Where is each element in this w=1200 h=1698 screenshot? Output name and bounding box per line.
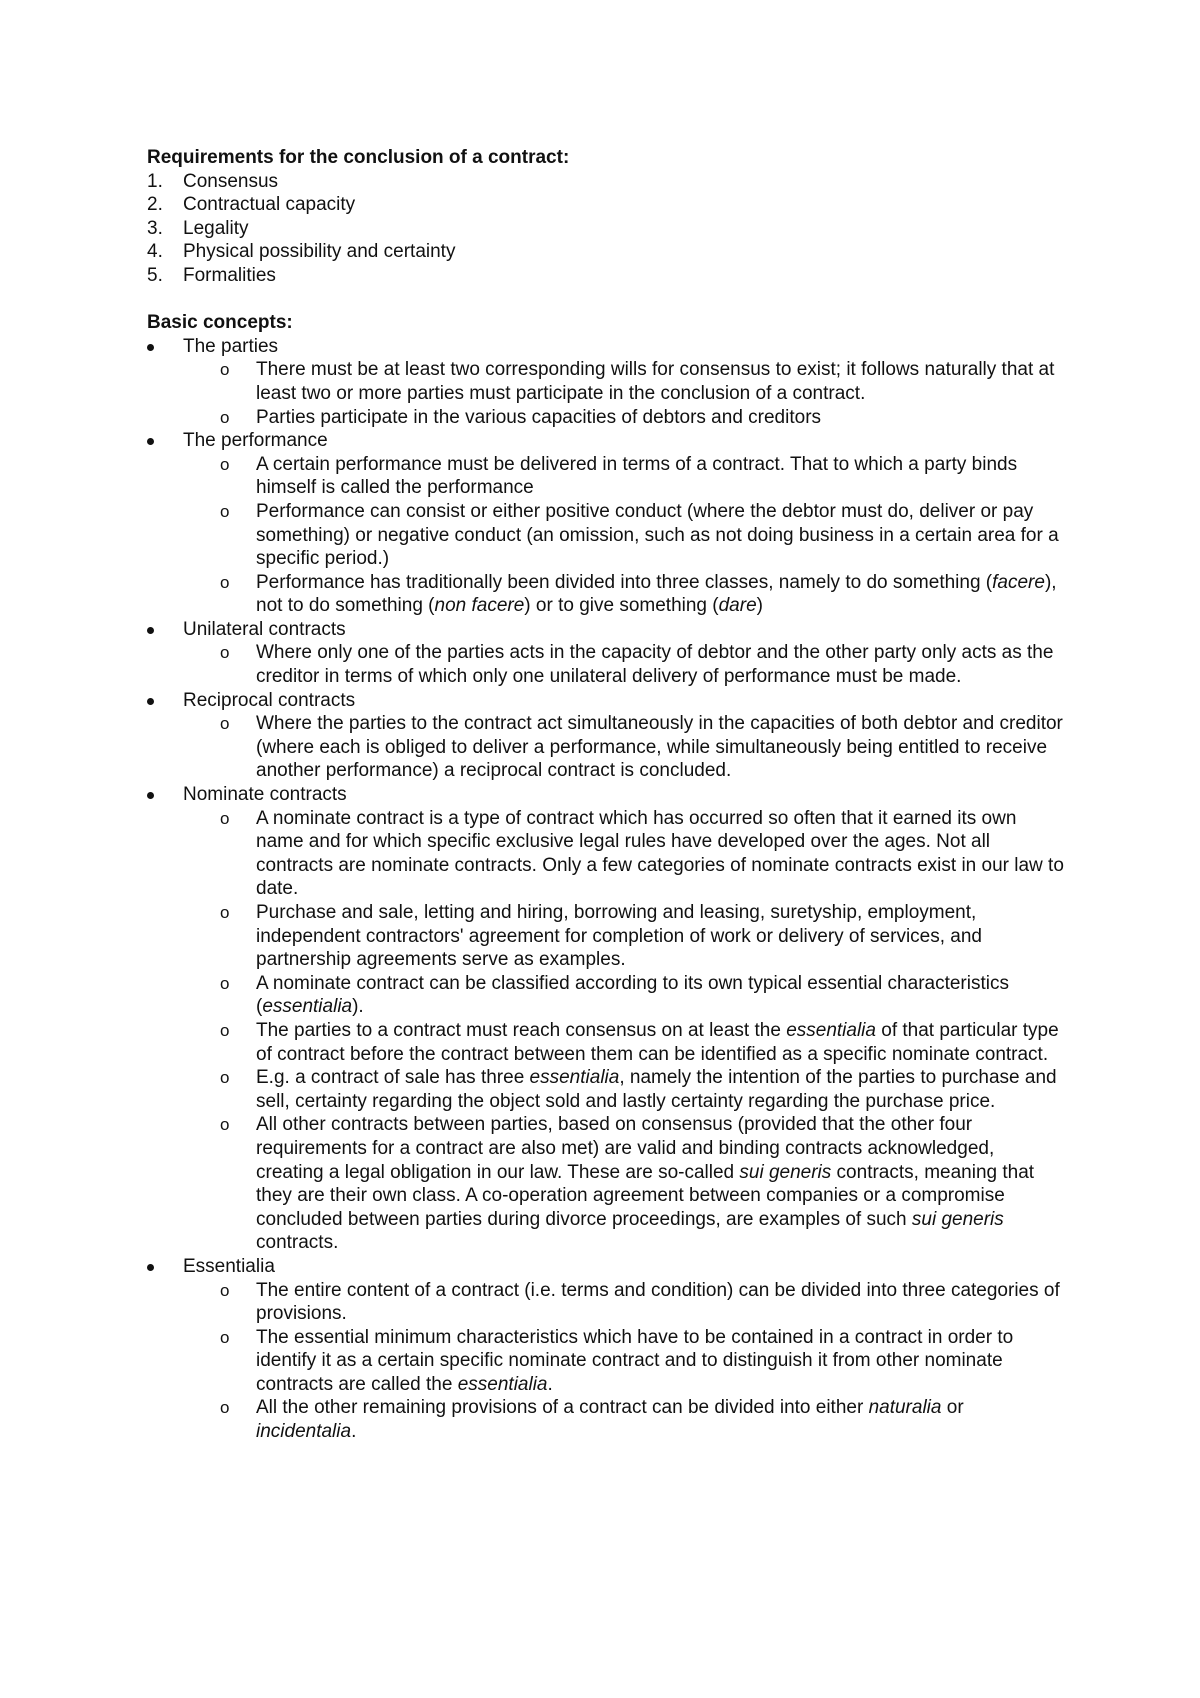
requirement-number: 4. <box>147 241 163 263</box>
requirements-list <box>147 170 1067 288</box>
concept-sublist <box>183 358 1067 429</box>
italic-term: essentialia <box>457 1373 548 1395</box>
circle-bullet-icon: o <box>220 407 230 427</box>
text-run: contracts. <box>256 1232 339 1254</box>
bullet-icon <box>147 438 154 445</box>
bullet-icon <box>147 698 154 705</box>
text-run: ), not to do something ( <box>256 571 1057 617</box>
circle-bullet-icon: o <box>220 360 230 380</box>
text-run: of that particular type of contract before the contract between them can be identified as a specific nominate contract. <box>256 1019 1059 1065</box>
concept-subitem-text <box>256 713 1063 781</box>
text-run: The entire content of a contract (i.e. terms and condition) can be divided into three categories of provisions. <box>256 1279 1060 1325</box>
concept-subitem <box>183 1279 1067 1326</box>
concept-label: Nominate contracts <box>183 784 347 806</box>
bullet-icon <box>147 792 154 799</box>
concept-subitem-text <box>256 454 1017 499</box>
bullet-icon <box>147 627 154 634</box>
requirement-item <box>147 264 1067 288</box>
circle-bullet-icon: o <box>220 643 230 663</box>
concept-subitem-text <box>256 359 1054 404</box>
concept-subitem <box>183 453 1067 500</box>
basic-concepts-list <box>147 335 1067 1444</box>
text-run: , namely the intention of the parties to purchase and sell, certainty regarding the object sold and lastly certainty regarding the purchase price. <box>256 1067 1057 1112</box>
text-run: Parties participate in the various capacities of debtors and creditors <box>256 406 822 428</box>
document-content <box>147 146 1067 1444</box>
text-run: Performance has traditionally been divided into three classes, namely to do something ( <box>256 571 993 593</box>
concept-item <box>147 783 1067 1255</box>
concept-subitem-text <box>256 501 1059 569</box>
concept-subitem-text <box>256 407 821 428</box>
concept-subitem <box>183 901 1067 972</box>
concept-subitem <box>183 641 1067 688</box>
concept-subitem <box>183 972 1067 1019</box>
concept-sublist <box>183 641 1067 688</box>
text-run: contracts, meaning that they are their own class. A co-operation agreement between companies or a compromise concluded between parties during divorce proceedings, are examples of such <box>256 1161 1035 1230</box>
requirement-number: 5. <box>147 264 163 286</box>
text-run: . <box>351 1421 357 1443</box>
concept-subitem-text <box>256 808 1064 900</box>
italic-term: essentialia <box>786 1019 876 1041</box>
requirement-text: Formalities <box>183 264 276 286</box>
concept-subitem-text <box>256 1114 1034 1253</box>
text-run: A nominate contract can be classified according to its own typical essential characteristics ( <box>256 972 1009 1018</box>
circle-bullet-icon: o <box>220 973 230 993</box>
requirement-text: Contractual capacity <box>183 194 356 216</box>
concept-subitem-text <box>256 973 1009 1018</box>
concept-label: Essentialia <box>183 1255 275 1277</box>
text-run: . <box>547 1373 553 1395</box>
italic-term: sui generis <box>911 1208 1004 1230</box>
italic-term: incidentalia <box>256 1421 352 1443</box>
concept-item <box>147 429 1067 618</box>
concept-subitem <box>183 571 1067 618</box>
text-run: A certain performance must be delivered in terms of a contract. That to which a party binds himself is called the performance <box>256 453 1018 499</box>
requirement-item <box>147 193 1067 217</box>
text-run: Performance can consist or either positive conduct (where the debtor must do, deliver or pay something) or negative conduct (an omission, such as not doing business in a certain area for a specific period.) <box>256 500 1059 570</box>
italic-term: facere <box>992 571 1045 593</box>
concept-subitem <box>183 1113 1067 1255</box>
italic-term: essentialia <box>262 996 353 1018</box>
circle-bullet-icon: o <box>220 501 230 521</box>
requirement-item <box>147 217 1067 241</box>
concept-subitem <box>183 1396 1067 1443</box>
circle-bullet-icon: o <box>220 454 230 474</box>
requirement-item <box>147 170 1067 194</box>
concept-sublist <box>183 807 1067 1255</box>
concept-label: The parties <box>183 335 279 357</box>
concept-item <box>147 689 1067 783</box>
circle-bullet-icon: o <box>220 1280 230 1300</box>
concept-subitem <box>183 1019 1067 1066</box>
concept-subitem-text <box>256 642 1053 687</box>
concept-item <box>147 335 1067 429</box>
concept-subitem-text <box>256 1397 964 1442</box>
concept-label: Unilateral contracts <box>183 618 346 640</box>
concept-sublist <box>183 1279 1067 1444</box>
text-run: or <box>941 1397 964 1419</box>
requirements-heading: Requirements for the conclusion of a contract: <box>147 147 570 168</box>
text-run: All the other remaining provisions of a contract can be divided into either <box>256 1397 869 1419</box>
circle-bullet-icon: o <box>220 714 230 734</box>
text-run: The parties to a contract must reach consensus on at least the <box>256 1019 787 1041</box>
circle-bullet-icon: o <box>220 1398 230 1418</box>
text-run: E.g. a contract of sale has three <box>256 1067 530 1089</box>
text-run: ) or to give something ( <box>524 595 719 617</box>
text-run: All other contracts between parties, based on consensus (provided that the other four requirements for a contract are also met) are valid and binding contracts acknowledged, creating a legal obligation in our law. These are so-called <box>256 1114 995 1183</box>
italic-term: sui generis <box>739 1161 832 1183</box>
concept-subitem <box>183 358 1067 405</box>
concept-sublist <box>183 453 1067 618</box>
concept-subitem-text <box>256 1280 1060 1325</box>
circle-bullet-icon: o <box>220 1327 230 1347</box>
circle-bullet-icon: o <box>220 1068 230 1088</box>
circle-bullet-icon: o <box>220 808 230 828</box>
circle-bullet-icon: o <box>220 903 230 922</box>
concept-subitem <box>183 500 1067 571</box>
italic-term: naturalia <box>868 1397 942 1419</box>
bullet-icon <box>147 1264 154 1271</box>
concept-subitem-text <box>256 1327 1013 1395</box>
italic-term: non facere <box>434 595 525 617</box>
text-run: ). <box>352 996 364 1018</box>
text-run: There must be at least two corresponding wills for consensus to exist; it follows naturally that at least two or more parties must participate in the conclusion of a contract. <box>256 359 1055 404</box>
circle-bullet-icon: o <box>220 1115 230 1135</box>
concept-subitem-text <box>256 1067 1057 1112</box>
concept-item <box>147 1255 1067 1444</box>
concept-subitem-text <box>256 1020 1059 1065</box>
requirement-number: 2. <box>147 194 163 216</box>
concept-subitem <box>183 807 1067 901</box>
concept-item <box>147 618 1067 689</box>
circle-bullet-icon: o <box>220 1020 230 1040</box>
italic-term: dare <box>718 595 757 617</box>
text-run: Purchase and sale, letting and hiring, borrowing and leasing, suretyship, employment, independent contractors' agreement for completion of work or delivery of services, and partnership agreements serve as examples. <box>256 902 982 971</box>
circle-bullet-icon: o <box>220 572 230 592</box>
concept-subitem-text <box>256 572 1057 617</box>
text-run: ) <box>756 595 763 617</box>
concept-sublist <box>183 712 1067 783</box>
requirement-text: Legality <box>183 217 249 239</box>
text-run: Where only one of the parties acts in the capacity of debtor and the other party only acts as the creditor in terms of which only one unilateral delivery of performance must be made. <box>256 642 1054 688</box>
requirement-item <box>147 240 1067 264</box>
concept-subitem-text <box>256 902 982 970</box>
concept-subitem <box>183 1326 1067 1397</box>
italic-term: essentialia <box>529 1067 620 1089</box>
text-run: A nominate contract is a type of contract which has occurred so often that it earned its own name and for which specific exclusive legal rules have developed over the ages. Not all contracts are nominate contracts. Only a few categories of nominate contracts exist in our law to date. <box>256 807 1064 900</box>
requirement-text: Consensus <box>183 170 279 192</box>
concept-label: The performance <box>183 430 328 452</box>
bullet-icon <box>147 344 154 351</box>
requirement-number: 1. <box>147 170 163 192</box>
concept-label: Reciprocal contracts <box>183 689 356 711</box>
section-gap <box>147 288 1067 312</box>
requirement-number: 3. <box>147 217 163 239</box>
basic-concepts-heading: Basic concepts: <box>147 312 293 334</box>
concept-subitem <box>183 406 1067 430</box>
requirement-text: Physical possibility and certainty <box>183 241 456 263</box>
text-run: Where the parties to the contract act simultaneously in the capacities of both debtor and creditor (where each is obliged to deliver a performance, while simultaneously being entitled to receive another performance) a reciprocal contract is concluded. <box>256 713 1063 782</box>
concept-subitem <box>183 712 1067 783</box>
concept-subitem <box>183 1066 1067 1113</box>
text-run: The essential minimum characteristics which have to be contained in a contract in order to identify it as a certain specific nominate contract and to distinguish it from other nominate contracts are called the <box>256 1326 1014 1395</box>
